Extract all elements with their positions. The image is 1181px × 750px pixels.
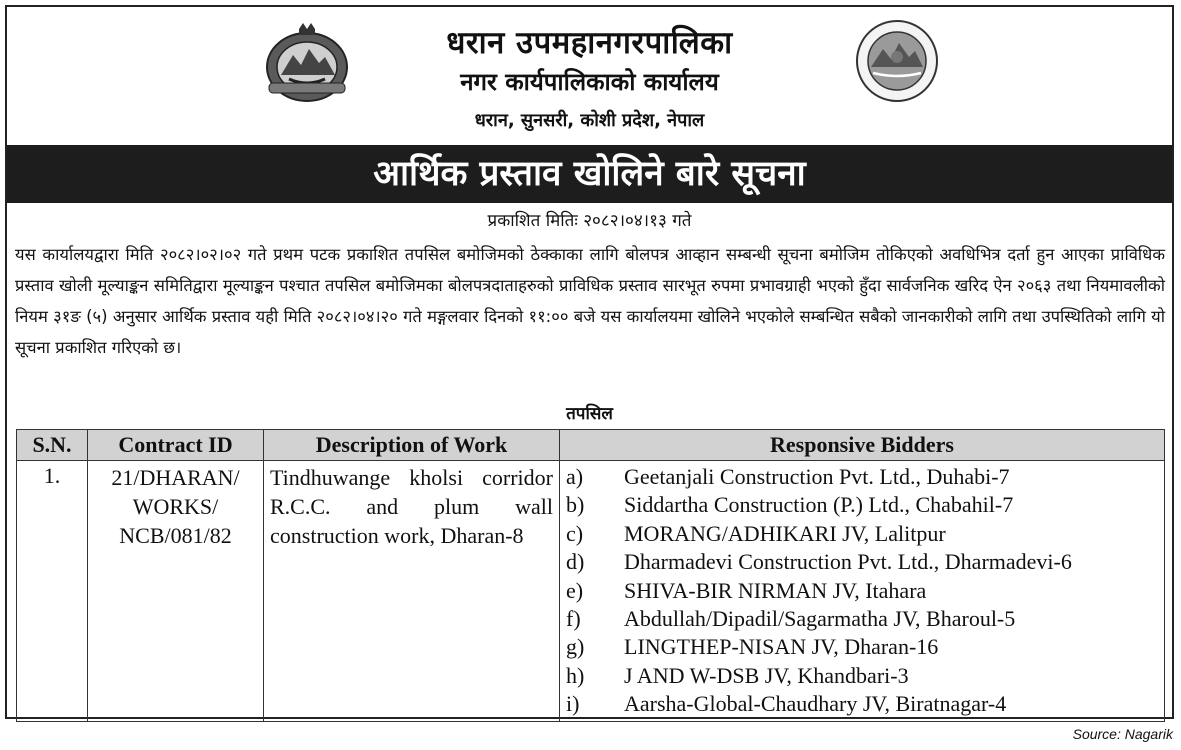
org-name: धरान उपमहानगरपालिका (446, 25, 733, 61)
bidder-letter: i) (566, 691, 580, 717)
bidder-item (566, 662, 1158, 690)
contract-id-line: WORKS/ (132, 494, 219, 519)
table-row (17, 461, 1165, 722)
header-bidders: Responsive Bidders (560, 430, 1165, 461)
bidder-letter: h) (566, 662, 585, 688)
schedule-label: तपसिल (566, 404, 613, 424)
bidder-name: Siddartha Construction (P.) Ltd., Chabahil-7 (624, 492, 1014, 518)
bidder-item (566, 690, 1158, 718)
cell-bidders (560, 461, 1165, 722)
source-credit: Source: Nagarik (1072, 726, 1173, 742)
bidder-letter: b) (566, 492, 585, 518)
bidder-letter: g) (566, 634, 585, 660)
bidder-name: Dharmadevi Construction Pvt. Ltd., Dharmadevi-6 (624, 549, 1072, 575)
bidder-letter: f) (566, 606, 581, 632)
bidder-letter: d) (566, 549, 585, 575)
bidder-item (566, 577, 1158, 605)
table-header-row (17, 430, 1165, 461)
dharan-municipality-seal-icon (855, 19, 939, 103)
nepal-government-emblem-icon (259, 19, 355, 105)
cell-description: Tindhuwange kholsi corridor R.C.C. and plum wall construction work, Dharan-8 (264, 461, 560, 722)
bidder-name: MORANG/ADHIKARI JV, Lalitpur (624, 520, 946, 546)
notice-header (7, 7, 1172, 145)
contract-id-line: 21/DHARAN/ (111, 465, 240, 490)
notice-body: यस कार्यालयद्वारा मिति २०८२।०२।०२ गते प्रथम पटक प्रकाशित तपसिल बमोजिमको ठेक्काका लागि बोलपत्र आव्हान सम्बन्धी सूचना बमोजिम तोकिएको अवधिभित्र दर्ता हुन आएका प्राविधिक प्रस्ताव खोली मूल्याङ्कन समितिद्वारा मूल्याङ्कन पश्चात तपसिल बमोजिमका बोलपत्रदाताहरुको प्राविधिक प्रस्ताव सारभूत रुपमा प्रभावग्राही भएको हुँदा सार्वजनिक खरिद ऐन २०६३ तथा नियमावलीको नियम ३१ङ (५) अनुसार आर्थिक प्रस्ताव यही मिति २०८२।०४।२० गते मङ्गलवार दिनको ११:०० बजे यस कार्यालयमा खोलिने भएकोले सम्बन्धित सबैको जानकारीको लागि तथा उपस्थितिको लागि यो सूचना प्रकाशित गरिएको छ। (15, 245, 1165, 357)
bidder-name: Aarsha-Global-Chaudhary JV, Biratnagar-4 (624, 691, 1007, 717)
bidder-letter: e) (566, 577, 584, 603)
published-date: प्रकाशित मितिः २०८२।०४।१३ गते (487, 211, 692, 231)
bidder-item (566, 463, 1158, 491)
bidders-table (16, 429, 1165, 722)
bidder-item (566, 633, 1158, 661)
header-contract-id: Contract ID (88, 430, 264, 461)
cell-sn: 1. (17, 461, 88, 722)
bidder-name: Abdullah/Dipadil/Sagarmatha JV, Bharoul-5 (624, 606, 1016, 632)
bidder-name: SHIVA-BIR NIRMAN JV, Itahara (624, 577, 927, 603)
office-address: धरान, सुनसरी, कोशी प्रदेश, नेपाल (474, 110, 705, 131)
bidder-name: Geetanjali Construction Pvt. Ltd., Duhabi-7 (624, 464, 1010, 489)
office-name: नगर कार्यपालिकाको कार्यालय (460, 68, 719, 96)
bidder-item (566, 605, 1158, 633)
bidder-letter: c) (566, 520, 584, 546)
bidder-item (566, 520, 1158, 548)
bidder-item (566, 491, 1158, 519)
bidder-letter: a) (566, 464, 584, 489)
bidder-name: LINGTHEP-NISAN JV, Dharan-16 (624, 634, 939, 660)
cell-contract-id (88, 461, 264, 722)
bidder-item (566, 548, 1158, 576)
header-sn: S.N. (17, 430, 88, 461)
contract-id-line: NCB/081/82 (119, 523, 232, 548)
bidder-name: J AND W-DSB JV, Khandbari-3 (624, 662, 909, 688)
notice (5, 5, 1174, 719)
notice-title: आर्थिक प्रस्ताव खोलिने बारे सूचना (7, 145, 1172, 203)
header-description: Description of Work (264, 430, 560, 461)
